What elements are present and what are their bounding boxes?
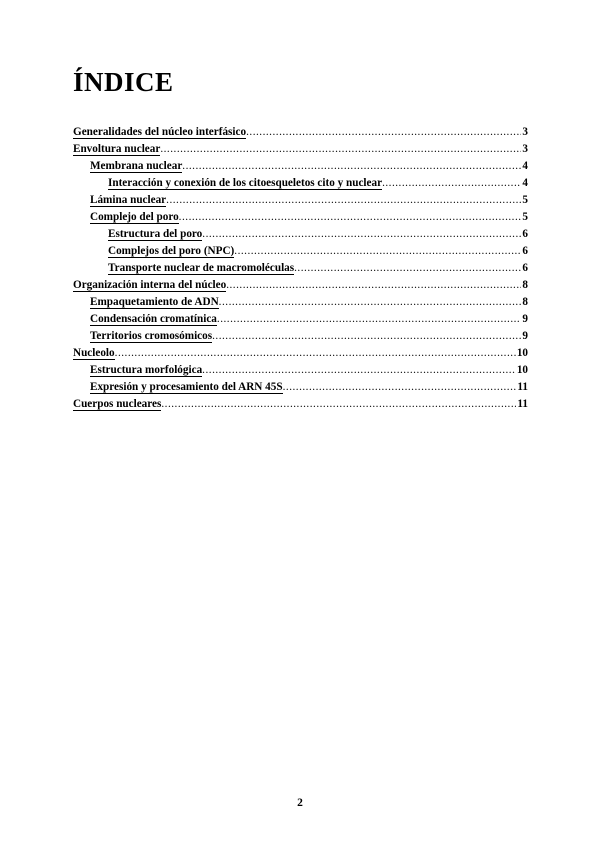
toc-entry[interactable]	[73, 243, 528, 260]
toc-dot-leader	[202, 362, 516, 379]
toc-entry[interactable]	[73, 294, 528, 311]
toc-dot-leader	[246, 124, 521, 141]
toc-entry-title[interactable]: Lámina nuclear	[90, 194, 167, 206]
toc-dot-leader	[161, 396, 516, 413]
toc-entry-title[interactable]: Estructura del poro	[108, 228, 203, 240]
toc-dot-leader	[217, 311, 522, 328]
toc-entry[interactable]	[73, 345, 528, 362]
toc-entry-title[interactable]: Interacción y conexión de los citoesqueletos cito y nuclear	[108, 177, 383, 189]
toc-dot-leader	[182, 158, 521, 175]
toc-entry[interactable]	[73, 328, 528, 345]
toc-dot-leader	[212, 328, 521, 345]
toc-entry-page: 6	[522, 228, 528, 240]
toc-entry-title[interactable]: Territorios cromosómicos	[90, 330, 213, 342]
toc-entry-title[interactable]: Organización interna del núcleo	[73, 279, 227, 291]
toc-entry-title[interactable]: Complejo del poro	[90, 211, 179, 223]
toc-dot-leader	[226, 277, 521, 294]
toc-entry[interactable]	[73, 124, 528, 141]
toc-dot-leader	[219, 294, 522, 311]
toc-entry[interactable]	[73, 141, 528, 158]
toc-entry-title[interactable]: Estructura morfológica	[90, 364, 203, 376]
toc-entry-page: 11	[517, 381, 528, 393]
toc-entry[interactable]	[73, 209, 528, 226]
toc-entry-page: 4	[522, 177, 528, 189]
toc-entry-page: 4	[522, 160, 528, 172]
toc-entry[interactable]	[73, 396, 528, 413]
toc-entry-page: 6	[522, 262, 528, 274]
toc-entry-title[interactable]: Envoltura nuclear	[73, 143, 161, 155]
toc-entry-page: 3	[522, 126, 528, 138]
page-number: 2	[297, 797, 303, 809]
toc-entry[interactable]	[73, 362, 528, 379]
toc-entry-title[interactable]: Membrana nuclear	[90, 160, 183, 172]
toc-entry-title[interactable]: Empaquetamiento de ADN	[90, 296, 219, 308]
toc-entry-title[interactable]: Nucleolo	[73, 347, 115, 359]
toc-entry[interactable]	[73, 158, 528, 175]
toc-entry[interactable]	[73, 226, 528, 243]
toc-entry-page: 11	[517, 398, 528, 410]
toc-entry-page: 5	[522, 194, 528, 206]
toc-entry[interactable]	[73, 175, 528, 192]
toc-entry-page: 9	[522, 313, 528, 325]
toc-dot-leader	[179, 209, 522, 226]
toc-dot-leader	[283, 379, 517, 396]
toc-dot-leader	[382, 175, 521, 192]
toc-entry-title[interactable]: Generalidades del núcleo interfásico	[73, 126, 247, 138]
toc-entry[interactable]	[73, 260, 528, 277]
toc-entry-title[interactable]: Transporte nuclear de macromoléculas	[108, 262, 295, 274]
toc-dot-leader	[160, 141, 521, 158]
toc-entry-page: 8	[522, 279, 528, 291]
toc-dot-leader	[166, 192, 521, 209]
toc-entry[interactable]	[73, 192, 528, 209]
toc-entry-title[interactable]: Condensación cromatínica	[90, 313, 217, 325]
toc-entry-page: 10	[516, 347, 528, 359]
toc-entry[interactable]	[73, 379, 528, 396]
toc-dot-leader	[115, 345, 516, 362]
toc-entry-page: 8	[522, 296, 528, 308]
toc-entry-title[interactable]: Expresión y procesamiento del ARN 45S	[90, 381, 283, 393]
toc-entry-page: 9	[522, 330, 528, 342]
table-of-contents	[73, 124, 528, 413]
toc-dot-leader	[294, 260, 521, 277]
toc-entry-page: 5	[522, 211, 528, 223]
toc-entry-page: 6	[522, 245, 528, 257]
toc-entry[interactable]	[73, 311, 528, 328]
toc-entry[interactable]	[73, 277, 528, 294]
page-title: ÍNDICE	[73, 67, 174, 97]
toc-dot-leader	[234, 243, 521, 260]
toc-entry-page: 3	[522, 143, 528, 155]
toc-entry-title[interactable]: Complejos del poro (NPC)	[108, 245, 235, 257]
toc-entry-title[interactable]: Cuerpos nucleares	[73, 398, 162, 410]
toc-dot-leader	[202, 226, 521, 243]
toc-entry-page: 10	[516, 364, 528, 376]
